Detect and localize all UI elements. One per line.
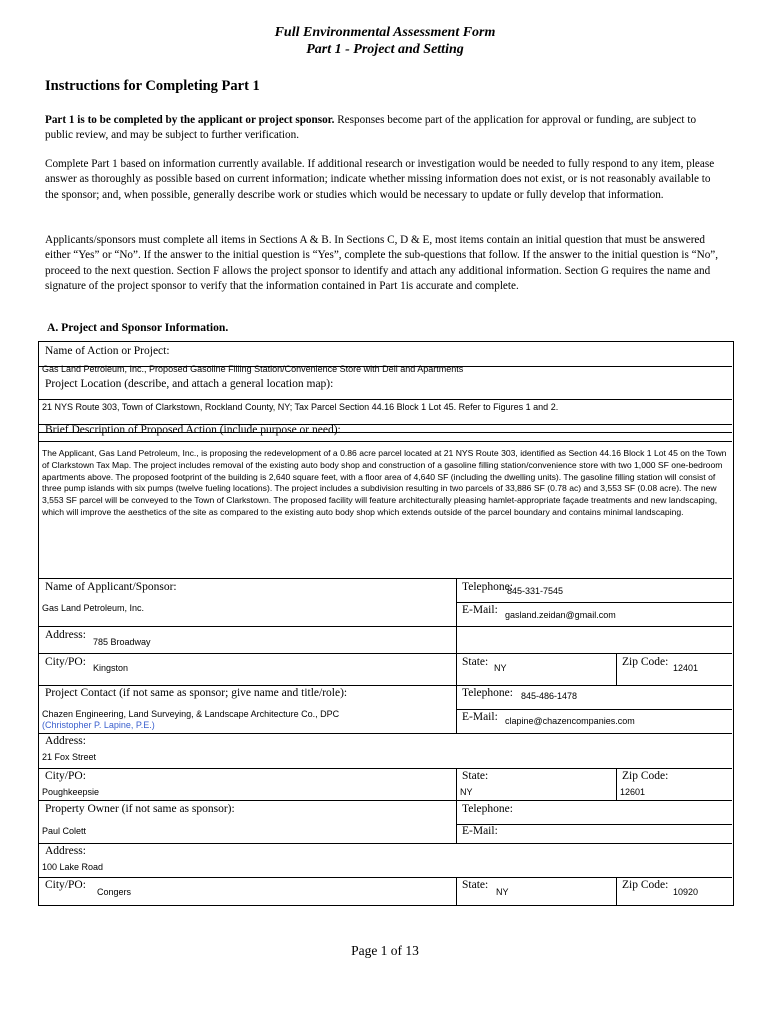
name-of-action-label: Name of Action or Project:: [45, 345, 170, 357]
rule-applicant-telephone: [456, 602, 732, 603]
rule-applicant-email: [39, 626, 732, 627]
project-location-label: Project Location (describe, and attach a general location map):: [45, 378, 334, 390]
divider-contact: [456, 685, 457, 733]
owner-telephone-label: Telephone:: [462, 803, 513, 815]
applicant-state-label: State:: [462, 656, 489, 668]
applicant-zip-label: Zip Code:: [622, 656, 669, 668]
applicant-city-field[interactable]: Kingston: [93, 663, 129, 673]
contact-address-field[interactable]: 21 Fox Street: [42, 752, 97, 762]
applicant-city-label: City/PO:: [45, 656, 86, 668]
rule-applicant-address: [39, 653, 732, 654]
contact-telephone-label: Telephone:: [462, 687, 513, 699]
property-owner-field[interactable]: Paul Colett: [42, 826, 87, 836]
instructions-paragraph-1: [45, 113, 725, 144]
rule-contact-email: [39, 733, 732, 734]
divider-owner-zip: [616, 877, 617, 906]
project-sponsor-form: [38, 341, 734, 906]
name-of-action-field[interactable]: Gas Land Petroleum, Inc., Proposed Gasoline Filling Station/Convenience Store with Deli and Apartments: [42, 364, 464, 374]
contact-email-label: E-Mail:: [462, 711, 498, 723]
rule-contact-city: [39, 800, 732, 801]
contact-state-label: State:: [462, 770, 489, 782]
divider-applicant-state: [456, 653, 457, 685]
project-contact-field[interactable]: Chazen Engineering, Land Surveying, & Landscape Architecture Co., DPC: [42, 709, 340, 719]
contact-zip-label: Zip Code:: [622, 770, 669, 782]
owner-address-label: Address:: [45, 845, 86, 857]
instructions-paragraph-3: Applicants/sponsors must complete all items in Sections A & B. In Sections C, D & E, most items contain an initial question that must be answered either “Yes” or “No”. If the answer to the initial question is “Yes”, complete the sub-questions that follow. If the answer to the initial question is “No”, proceed to the next question. Section F allows the project sponsor to identify and attach any additional information. Section G requires the name and signature of the project sponsor to verify that the information contained in Part 1is accurate and complete.: [45, 234, 719, 292]
property-owner-label: Property Owner (if not same as sponsor):: [45, 803, 235, 815]
rule-owner-email: [39, 843, 732, 844]
description-label: Brief Description of Proposed Action (include purpose or need):: [45, 424, 341, 436]
project-contact-person[interactable]: (Christopher P. Lapine, P.E.): [42, 720, 155, 730]
description-field[interactable]: The Applicant, Gas Land Petroleum, Inc., is proposing the redevelopment of a 0.86 acre parcel located at 21 NYS Route 303, identified as Section 44.16 Block 1 Lot 45 on the Town of Clarkstown Tax Map. The project includes removal of the existing auto body shop and construction of a gasoline filling station/convenience store with two 1,000 SF one-bedroom apartments above. The proposed footprint of the building is 2,640 square feet, with a floor area of 4,640 SF (including the dwelling units). The gasoline filling station will consist of three pump islands with six pumps (twelve fueling locations). The project includes a subdivision resulting in two parcels of 33,886 SF (0.78 ac) and 3,553 SF (0.08 acre). The new 3,553 SF parcel will be conveyed to the Town of Clarkstown. The proposed facility will feature architecturally pleasing hamlet-appropriate façade treatments and new landscaping, which will improve the aesthetics of the site as compared to the existing auto body shop which extends outside of the parcel boundary and contains minimal landscaping.: [42, 448, 727, 517]
instructions-heading: Instructions for Completing Part 1: [45, 78, 260, 94]
applicant-email-label: E-Mail:: [462, 604, 498, 616]
form-subtitle: Part 1 - Project and Setting: [306, 42, 464, 57]
divider-owner-state: [456, 877, 457, 906]
instructions-paragraph-1-bold: Part 1 is to be completed by the applicant or project sponsor.: [45, 114, 335, 126]
rule-location: [39, 399, 732, 400]
rule-owner-address: [39, 877, 732, 878]
owner-address-field[interactable]: 100 Lake Road: [42, 862, 104, 872]
applicant-state-field[interactable]: NY: [494, 663, 507, 673]
applicant-field[interactable]: Gas Land Petroleum, Inc.: [42, 603, 145, 613]
divider-owner: [456, 800, 457, 843]
contact-zip-field[interactable]: 12601: [620, 787, 646, 797]
applicant-zip-field[interactable]: 12401: [673, 663, 699, 673]
divider-applicant: [456, 578, 457, 653]
applicant-address-field[interactable]: 785 Broadway: [93, 637, 151, 647]
instructions-paragraph-2: Complete Part 1 based on information currently available. If additional research or investigation would be needed to fully respond to any item, please answer as thoroughly as possible based on current information; indicate whether missing information does not exist, or is not reasonably available to the sponsor; and, when possible, generally describe work or studies which would be necessary to update or fully develop that information.: [45, 158, 715, 201]
owner-state-field[interactable]: NY: [496, 887, 509, 897]
owner-zip-label: Zip Code:: [622, 879, 669, 891]
applicant-telephone-label: Telephone:: [462, 581, 513, 593]
divider-applicant-zip: [616, 653, 617, 685]
owner-city-label: City/PO:: [45, 879, 86, 891]
rule-description-label: [39, 441, 732, 442]
contact-city-label: City/PO:: [45, 770, 86, 782]
applicant-telephone-field[interactable]: 845-331-7545: [507, 586, 564, 596]
applicant-email-field[interactable]: gasland.zeidan@gmail.com: [505, 610, 616, 620]
divider-contact-state: [456, 768, 457, 800]
page-number: Page 1 of 13: [351, 943, 419, 958]
contact-telephone-field[interactable]: 845-486-1478: [521, 691, 578, 701]
contact-email-field[interactable]: clapine@chazencompanies.com: [505, 716, 635, 726]
contact-city-field[interactable]: Poughkeepsie: [42, 787, 100, 797]
rule-contact-telephone: [456, 709, 732, 710]
project-location-field[interactable]: 21 NYS Route 303, Town of Clarkstown, Rockland County, NY; Tax Parcel Section 44.16 Block 1 Lot 45. Refer to Figures 1 and 2.: [42, 402, 559, 412]
rule-applicant: [39, 578, 732, 579]
form-title: Full Environmental Assessment Form: [274, 25, 496, 40]
owner-city-field[interactable]: Congers: [97, 887, 132, 897]
instructions-paragraph-1-rest: Responses become part of the application for approval or funding, are subject to public review, and may be subject to further verification.: [45, 114, 697, 142]
contact-state-field[interactable]: NY: [460, 787, 473, 797]
rule-contact-address: [39, 768, 732, 769]
owner-state-label: State:: [462, 879, 489, 891]
project-contact-label: Project Contact (if not same as sponsor; give name and title/role):: [45, 687, 348, 699]
rule-applicant-city: [39, 685, 732, 686]
owner-zip-field[interactable]: 10920: [673, 887, 699, 897]
owner-email-label: E-Mail:: [462, 825, 498, 837]
applicant-address-label: Address:: [45, 629, 86, 641]
divider-contact-zip: [616, 768, 617, 800]
applicant-label: Name of Applicant/Sponsor:: [45, 581, 177, 593]
section-a-heading: A. Project and Sponsor Information.: [47, 321, 229, 334]
contact-address-label: Address:: [45, 735, 86, 747]
